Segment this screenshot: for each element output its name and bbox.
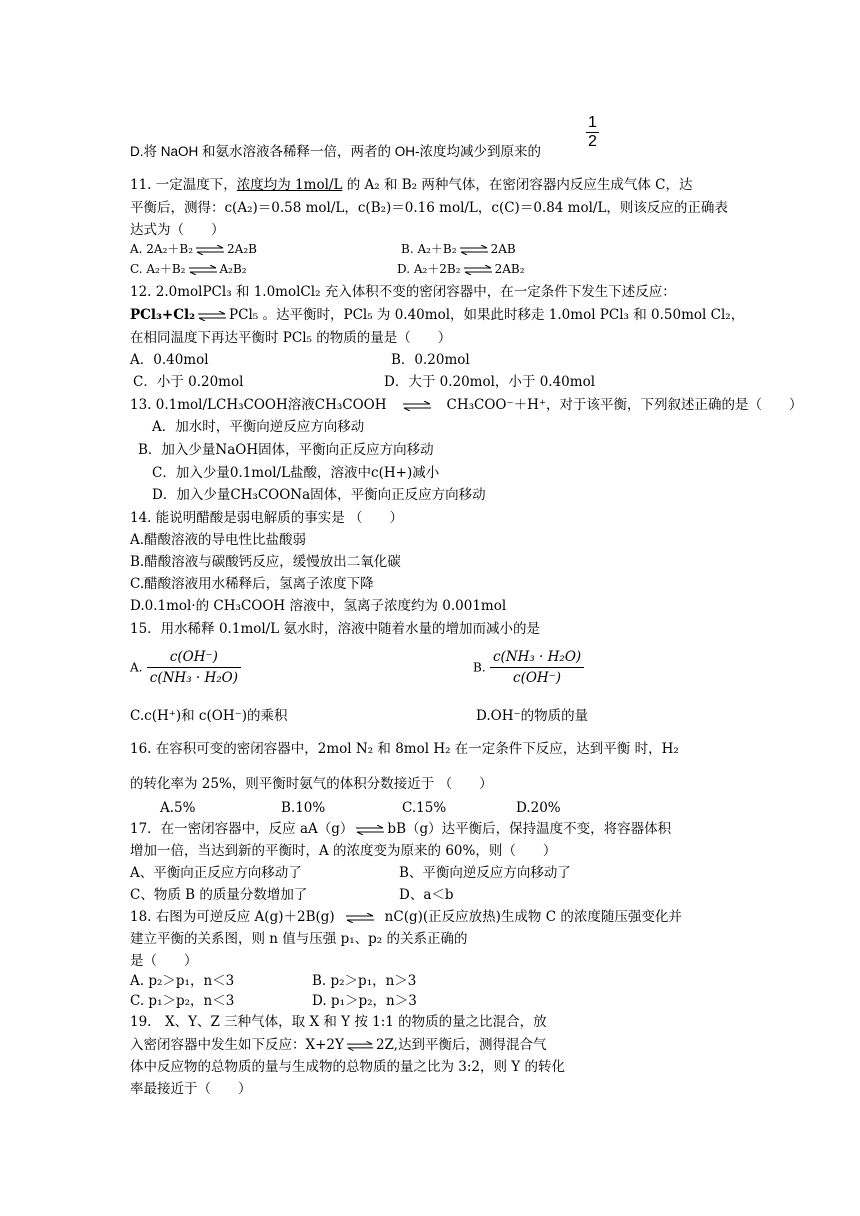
q14-option-b: B.醋酸溶液与碳酸钙反应，缓慢放出二氧化碳 [130,554,401,570]
q18-option-a: A. p₂＞p₁，n＜3 [130,973,235,989]
q15-option-b: B. $\frac{\text{c(NH₃ · H₂O)}}{c(OH^-)}$ [473,648,584,687]
q16-option-b: B.10% [281,800,326,816]
q17-option-d: D、a＜b [399,887,454,903]
q11-option-b: B. A₂＋B₂ 2AB [401,242,516,256]
q19-line4: 率最接近于（ ） [130,1081,252,1097]
q12-option-a: A．0.40mol [130,352,209,368]
q16-option-c: C.15% [402,800,447,816]
q14-option-a: A.醋酸溶液的导电性比盐酸弱 [130,532,307,548]
q13-option-b: B．加入少量NaOH固体，平衡向正反应方向移动 [138,442,434,458]
q13-option-a: A．加水时，平衡向逆反应方向移动 [152,419,365,435]
q15-option-d: D.OH⁻的物质的量 [476,708,589,724]
q11-option-a: A. 2A₂＋B₂ 2A₂B [130,242,257,256]
equilibrium-arrow-icon [355,825,385,835]
q16-line2: 的转化率为 25%，则平衡时氨气的体积分数接近于 （ ） [130,776,493,792]
q11-line1: 11. 一定温度下，浓度均为 1mol/L 的 A₂ 和 B₂ 两种气体，在密闭容器内反应生成气体 C，达 [130,177,693,193]
q17-line2: 增加一倍，当达到新的平衡时，A 的浓度变为原来的 60%，则（ ） [130,843,557,859]
fraction-a: $\frac{c(OH^-)}{\text{c(NH₃ · H₂O)}}$ [147,648,241,687]
q18-option-c: C. p₁＞p₂，n＜3 [130,993,235,1009]
q14-stem: 14. 能说明醋酸是弱电解质的事实是 （ ） [130,510,404,526]
q13-stem: 13. 0.1mol/LCH₃COOH溶液CH₃COOH CH₃COO⁻＋H⁺，对于该平衡，下列叙述正确的是（ ） [130,397,803,413]
q15-stem: 15．用水稀释 0.1mol/L 氨水时，溶液中随着水量的增加而减小的是 [130,621,540,637]
q12-option-d: D．大于 0.20mol，小于 0.40mol [384,374,596,390]
q15-option-a: A. $\frac{c(OH^-)}{\text{c(NH₃ · H₂O)}}$ [130,648,241,687]
q12-line1: 12. 2.0molPCl₃ 和 1.0molCl₂ 充入体积不变的密闭容器中，在一定条件下发生下述反应： [130,284,676,300]
q12-option-b: B．0.20mol [391,352,470,368]
equilibrium-arrow-icon [397,401,437,411]
q11-line3: 达式为（ ） [130,222,225,238]
equilibrium-arrow-icon [195,245,225,255]
q17-option-c: C、物质 B 的质量分数增加了 [130,887,308,903]
q18-line2: 建立平衡的关系图，则 n 值与压强 p₁、p₂ 的关系正确的 [130,931,468,947]
equilibrium-arrow-icon [188,265,218,275]
q18-line3: 是（ ） [130,953,198,969]
fraction-b: $\frac{\text{c(NH₃ · H₂O)}}{c(OH^-)}$ [490,648,584,687]
q12-line2: PCl₃+Cl₂ PCl₅ 。达平衡时，PCl₅ 为 0.40mol，如果此时移走 1.0mol PCl₃ 和 0.50mol Cl₂， [130,307,745,323]
equilibrium-arrow-icon [463,265,493,275]
q11-line2: 平衡后，测得：c(A₂)＝0.58 mol/L，c(B₂)＝0.16 mol/L，c(C)＝0.84 mol/L，则该反应的正确表 [130,200,728,216]
q19-line2: 入密闭容器中发生如下反应：X+2Y 2Z,达到平衡后，测得混合气 [130,1037,547,1053]
equilibrium-arrow-icon [341,913,379,923]
q17-option-b: B、平衡向逆反应方向移动了 [399,865,571,881]
q16-line1: 16. 在容积可变的密闭容器中，2mol N₂ 和 8mol H₂ 在一定条件下反应，达到平衡 时，H₂ [130,741,679,757]
q19-line3: 体中反应物的总物质的量与生成物的总物质的量之比为 3:2，则 Y 的转化 [130,1059,566,1075]
equilibrium-arrow-icon [459,245,489,255]
q19-line1: 19. X、Y、Z 三种气体，取 X 和 Y 按 1:1 的物质的量之比混合，放 [130,1014,547,1030]
q13-option-c: C．加入少量0.1mol/L盐酸，溶液中c(H+)减小 [152,465,440,481]
equilibrium-arrow-icon [197,311,227,321]
q10-option-d: D.将 NaOH 和氨水溶液各稀释一倍，两者的 OH-浓度均减少到原来的 [130,144,542,159]
q17-line1: 17．在一密闭容器中，反应 aA（g） bB（g）达平衡后，保持温度不变，将容器体积 [130,821,672,837]
q11-option-d: D. A₂＋2B₂ 2AB₂ [397,262,525,276]
q12-option-c: C．小于 0.20mol [133,374,244,390]
q15-option-c: C.c(H⁺)和 c(OH⁻)的乘积 [130,708,288,724]
q14-option-d: D.0.1mol·的 CH₃COOH 溶液中，氢离子浓度约为 0.001mol [130,598,507,614]
q16-option-a: A.5% [160,800,196,816]
q17-option-a: A、平衡向正反应方向移动了 [130,865,302,881]
fraction-one-half: $\frac{1}{2}$ [588,114,597,150]
q14-option-c: C.醋酸溶液用水稀释后，氢离子浓度下降 [130,576,374,592]
q12-line3: 在相同温度下再达平衡时 PCl₅ 的物质的量是（ ） [130,330,452,346]
q13-option-d: D．加入少量CH₃COONa固体，平衡向正反应方向移动 [152,487,486,503]
q11-option-c: C. A₂＋B₂ A₂B₂ [130,262,247,276]
q16-option-d: D.20% [516,800,561,816]
q18-option-d: D. p₁＞p₂，n＞3 [312,993,417,1009]
q18-line1: 18. 右图为可逆反应 A(g)＋2B(g) nC(g)(正反应放热)生成物 C 的浓度随压强变化并 [130,909,682,925]
equilibrium-arrow-icon [346,1041,374,1051]
q18-option-b: B. p₂＞p₁，n＞3 [312,973,417,989]
